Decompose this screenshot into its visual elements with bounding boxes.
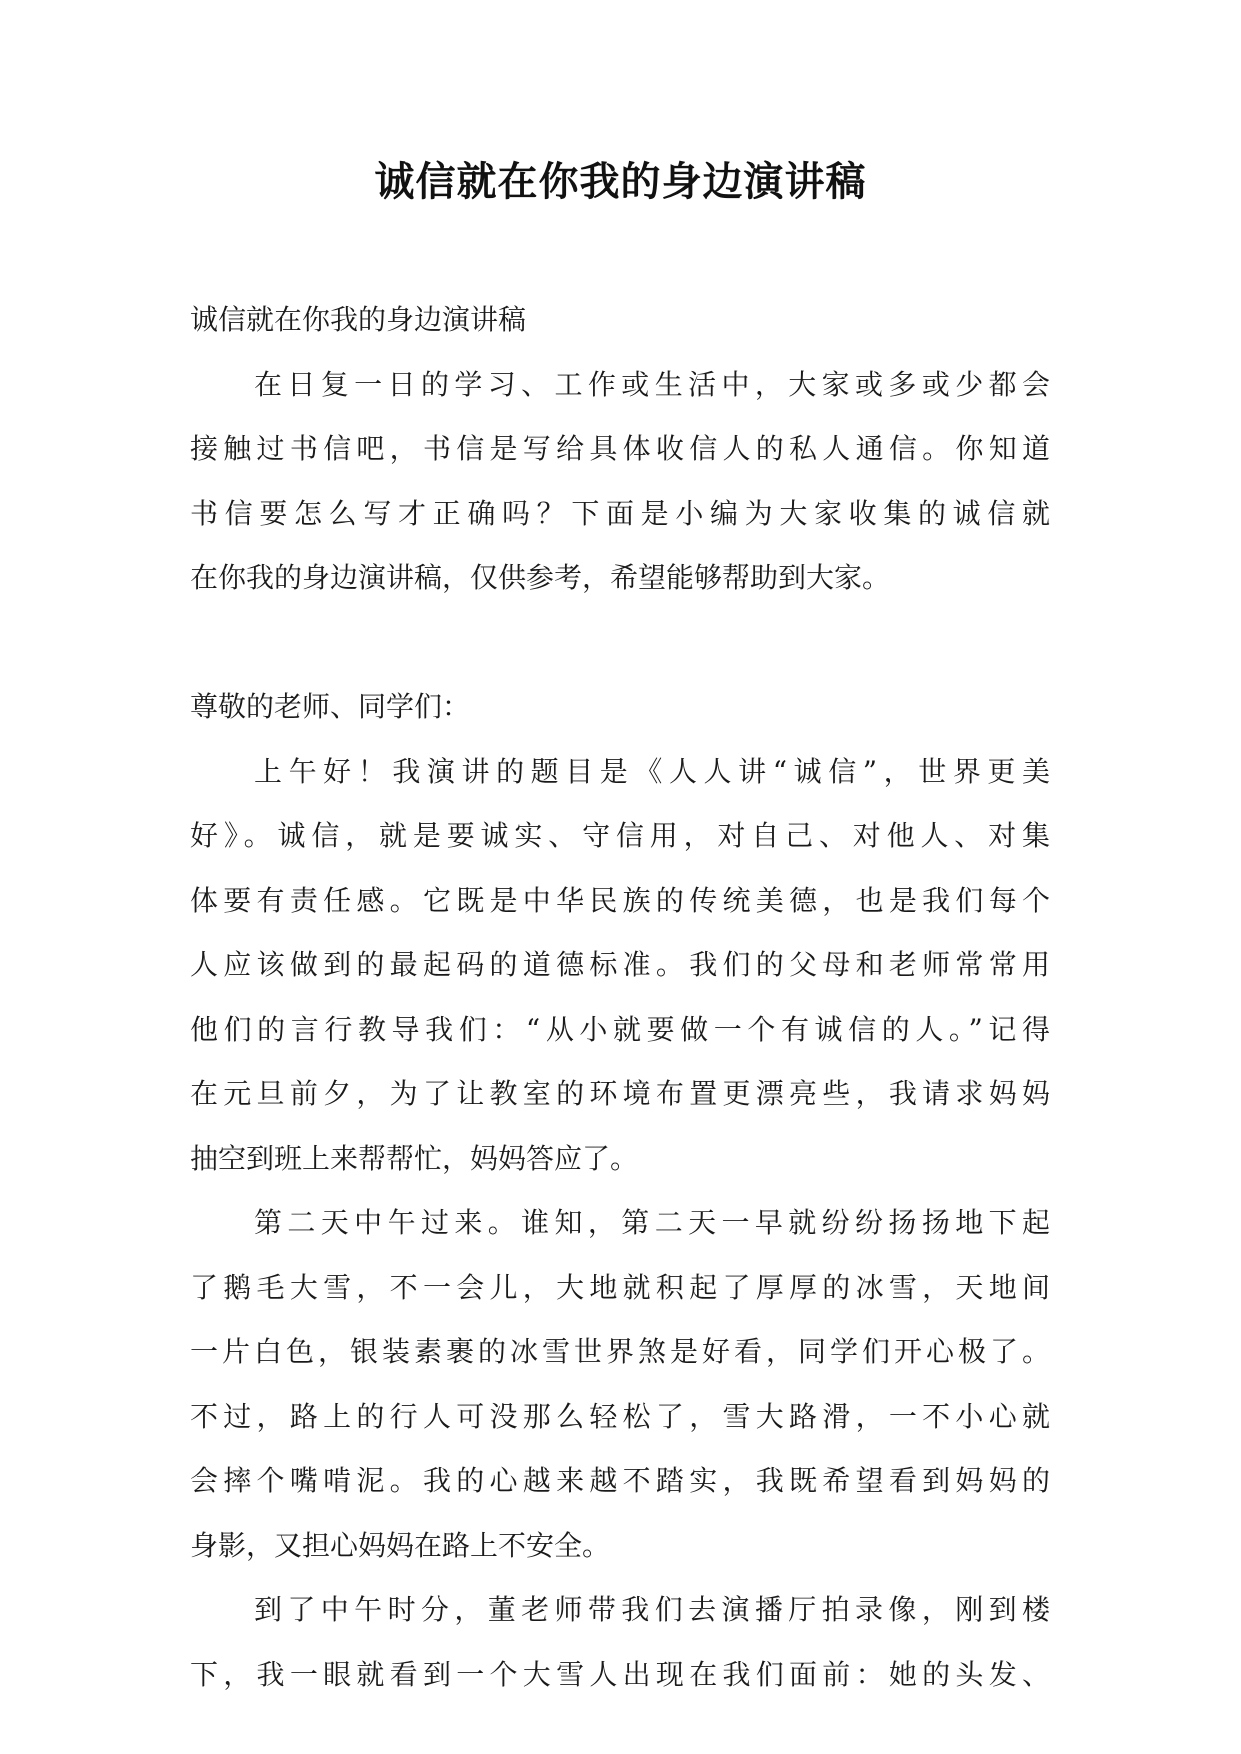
- page-title: 诚信就在你我的身边演讲稿: [374, 158, 867, 205]
- text-line: 他们的言行教导我们：“从小就要做一个有诚信的人。”记得: [190, 1012, 1050, 1046]
- text-line: 人应该做到的最起码的道德标准。我们的父母和老师常常用: [190, 948, 1050, 981]
- text-line: 体要有责任感。它既是中华民族的传统美德，也是我们每个: [190, 883, 1050, 917]
- text-line: 了鹅毛大雪，不一会儿，大地就积起了厚厚的冰雪，天地间: [190, 1270, 1050, 1304]
- text-line: 书信要怎么写才正确吗？下面是小编为大家收集的诚信就: [190, 496, 1050, 530]
- text-line: 在日复一日的学习、工作或生活中，大家或多或少都会: [254, 367, 1050, 401]
- salutation-line: 尊敬的老师、同学们：: [190, 690, 471, 723]
- text-line: 到了中午时分，董老师带我们去演播厅拍录像，刚到楼: [254, 1593, 1050, 1626]
- text-line: 上午好！我演讲的题目是《人人讲“诚信”，世界更美: [254, 754, 1050, 788]
- text-line: 不过，路上的行人可没那么轻松了，雪大路滑，一不小心就: [190, 1399, 1050, 1433]
- text-line: 第二天中午过来。谁知，第二天一早就纷纷扬扬地下起: [254, 1206, 1050, 1239]
- text-line: 会摔个嘴啃泥。我的心越来越不踏实，我既希望看到妈妈的: [190, 1464, 1050, 1497]
- document-body: [190, 288, 1050, 1707]
- paragraph-gap: [190, 611, 1050, 676]
- text-line: 接触过书信吧，书信是写给具体收信人的私人通信。你知道: [190, 432, 1050, 465]
- text-line: 抽空到班上来帮帮忙，妈妈答应了。: [190, 1141, 639, 1175]
- text-line: 下，我一眼就看到一个大雪人出现在我们面前：她的头发、: [190, 1657, 1050, 1691]
- text-line: 好》。诚信，就是要诚实、守信用，对自己、对他人、对集: [190, 819, 1050, 852]
- text-line: 一片白色，银装素裹的冰雪世界煞是好看，同学们开心极了。: [190, 1335, 1050, 1368]
- text-line: 身影，又担心妈妈在路上不安全。: [190, 1528, 611, 1562]
- subtitle-line: 诚信就在你我的身边演讲稿: [190, 303, 527, 336]
- text-line: 在元旦前夕，为了让教室的环境布置更漂亮些，我请求妈妈: [190, 1077, 1050, 1110]
- text-line: 在你我的身边演讲稿，仅供参考，希望能够帮助到大家。: [190, 561, 891, 594]
